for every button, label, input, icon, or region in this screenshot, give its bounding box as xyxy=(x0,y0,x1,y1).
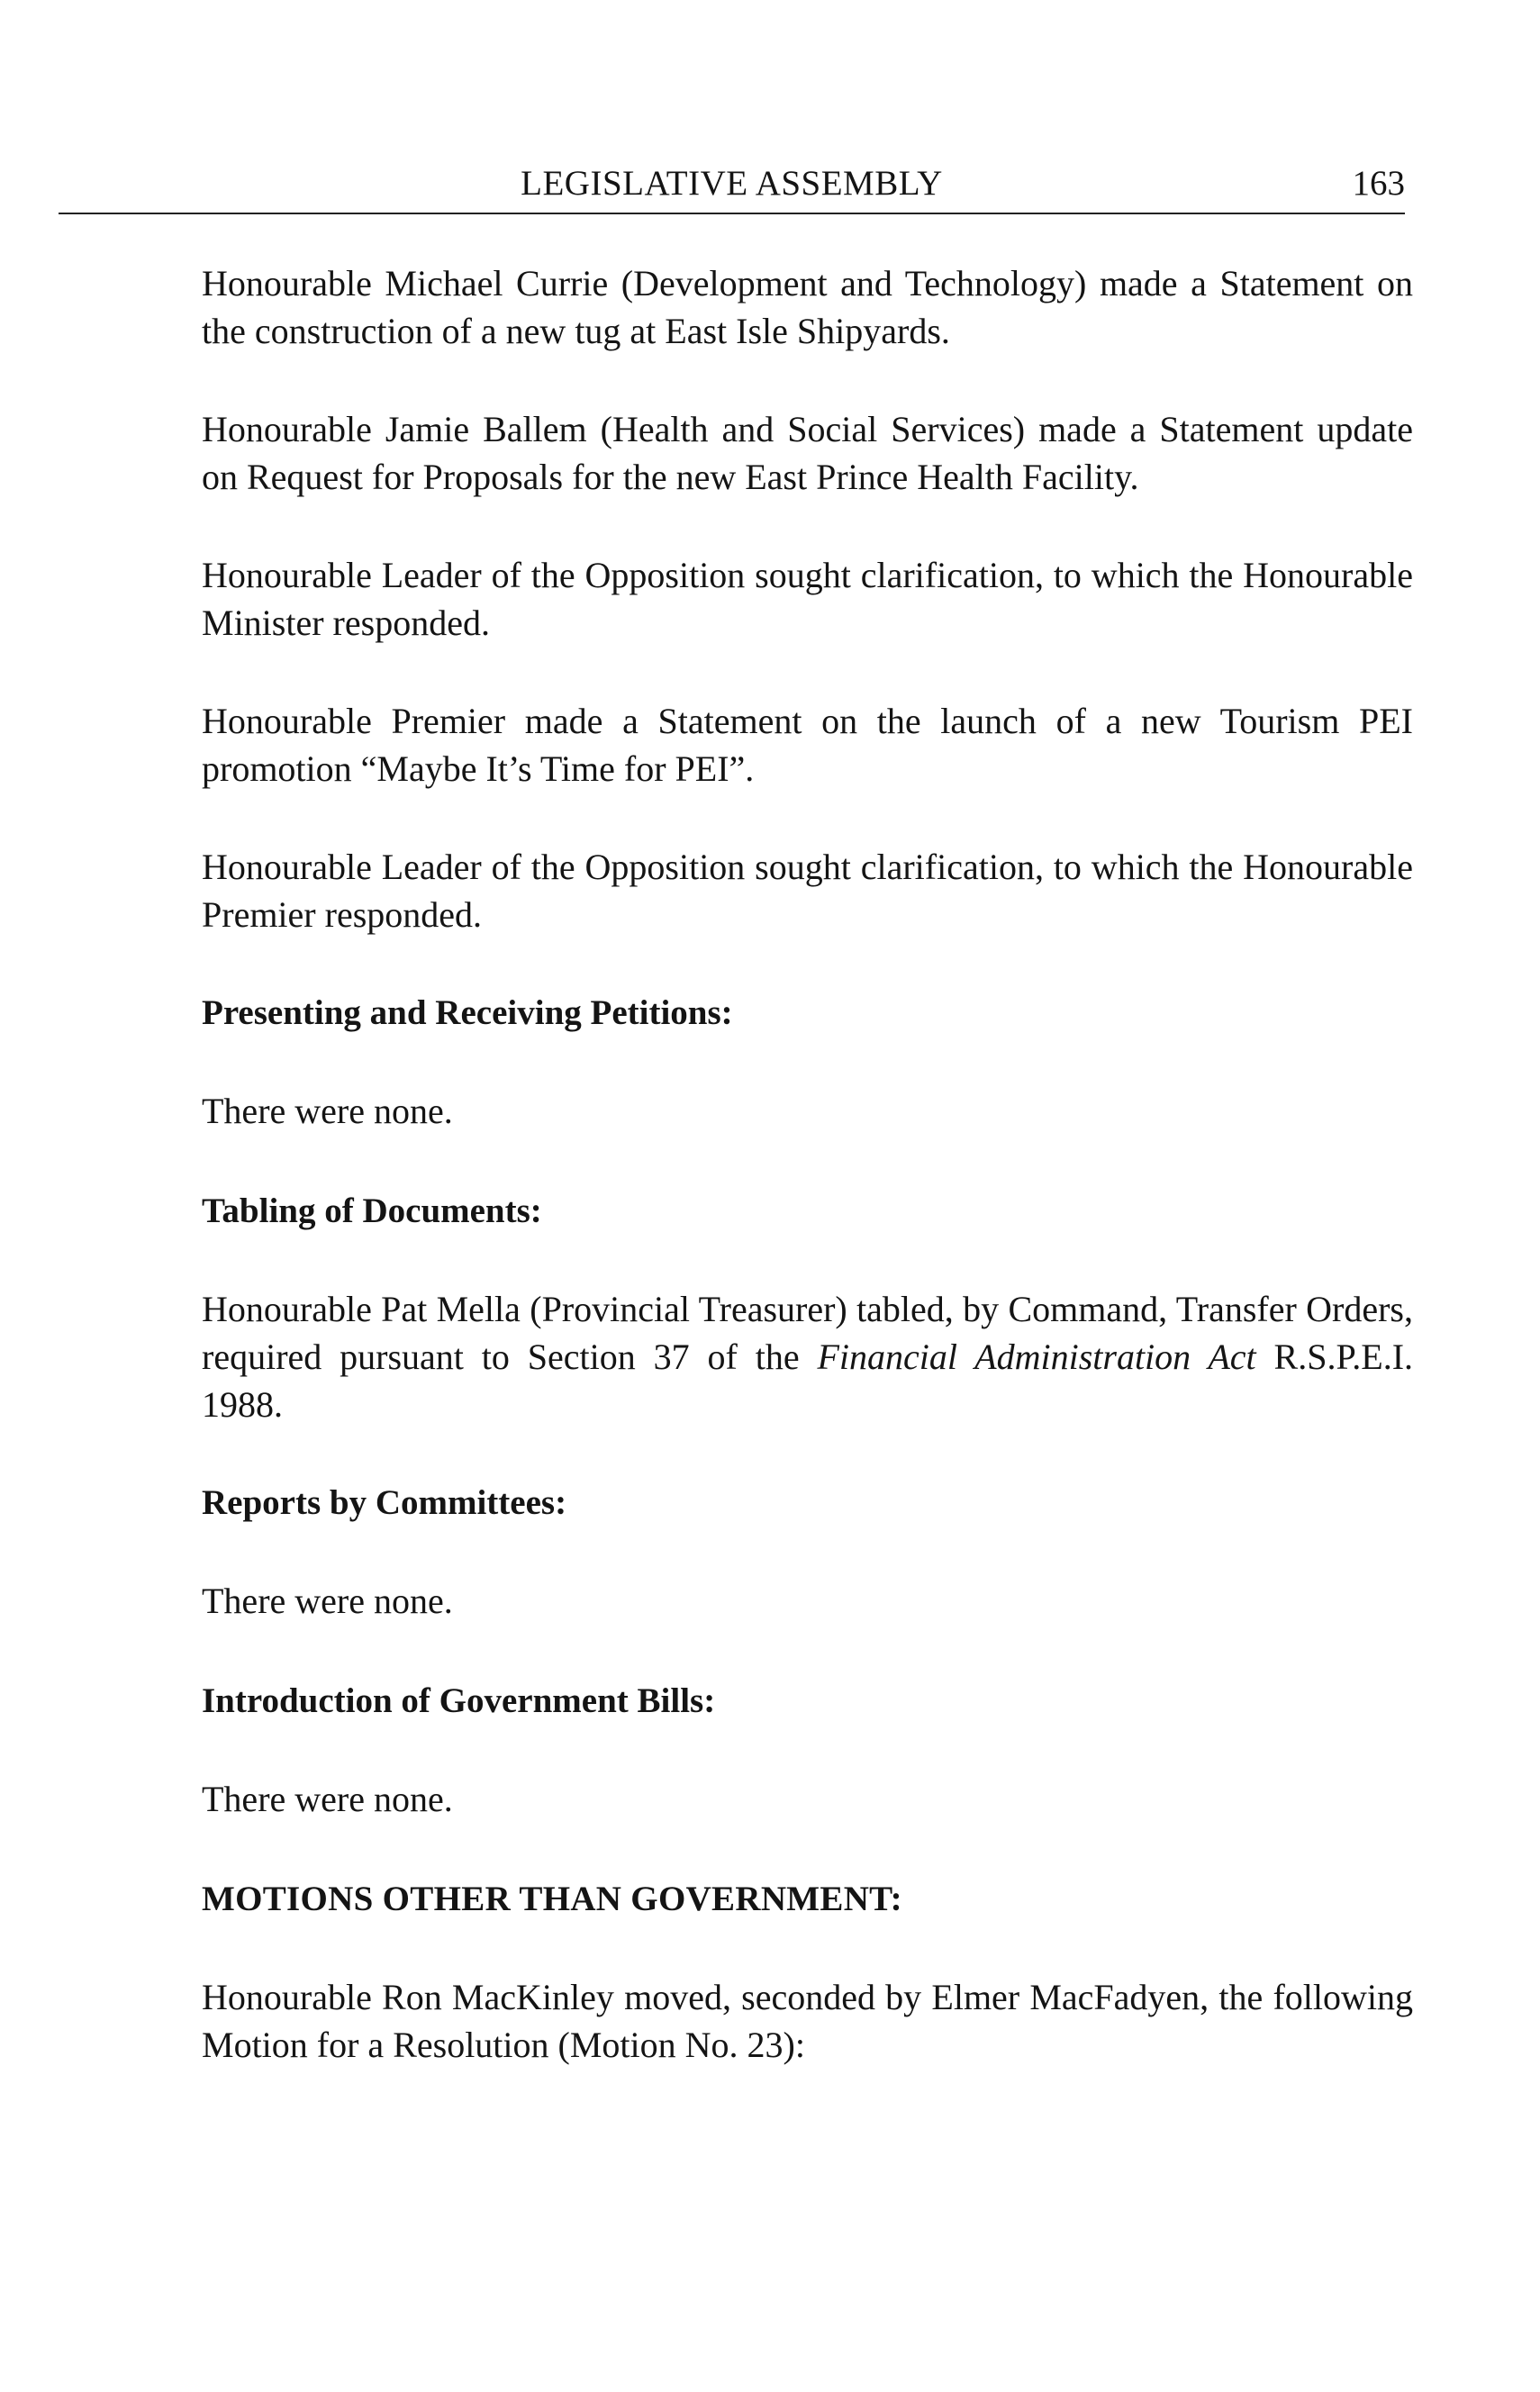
page-body xyxy=(202,259,1413,2119)
motion-paragraph: Honourable Ron MacKinley moved, seconded by Elmer MacFadyen, the following Motion for a Resolution (Motion No. 23): xyxy=(202,1977,1413,2065)
act-title: Financial Administration Act xyxy=(817,1336,1256,1377)
government-bills-text: There were none. xyxy=(202,1779,453,1819)
tabling-citation: R.S.P.E.I. 1988. xyxy=(202,1336,1414,1425)
header-rule xyxy=(59,213,1405,214)
statement-paragraph: Honourable Leader of the Opposition sought clarification, to which the Honourable Premier responded. xyxy=(202,847,1413,935)
statement-paragraph: Honourable Leader of the Opposition sought clarification, to which the Honourable Minister responded. xyxy=(202,555,1413,643)
tabling-paragraph xyxy=(202,1285,1413,1428)
section-heading-government-bills: Introduction of Government Bills: xyxy=(202,1681,716,1720)
section-heading-tabling: Tabling of Documents: xyxy=(202,1191,542,1230)
section-heading-committees: Reports by Committees: xyxy=(202,1483,567,1522)
tabling-text: Honourable Pat Mella (Provincial Treasurer) tabled, by Command, Transfer Orders, required pursuant to Section 37 of the xyxy=(202,1289,1413,1377)
statement-paragraph: Honourable Premier made a Statement on the launch of a new Tourism PEI promotion “Maybe It’s Time for PEI”. xyxy=(202,701,1413,789)
statement-paragraph: Honourable Michael Currie (Development and Technology) made a Statement on the construction of a new tug at East Isle Shipyards. xyxy=(202,263,1413,351)
section-heading-motions: MOTIONS OTHER THAN GOVERNMENT: xyxy=(202,1880,902,1918)
statement-paragraph: Honourable Jamie Ballem (Health and Social Services) made a Statement update on Request for Proposals for the new East Prince Health Facility. xyxy=(202,409,1413,497)
petitions-text: There were none. xyxy=(202,1091,453,1131)
section-heading-petitions: Presenting and Receiving Petitions: xyxy=(202,993,733,1032)
committees-text: There were none. xyxy=(202,1581,453,1621)
page-number: 163 xyxy=(1352,164,1405,203)
header-title: LEGISLATIVE ASSEMBLY xyxy=(521,164,943,203)
running-header xyxy=(59,160,1405,207)
